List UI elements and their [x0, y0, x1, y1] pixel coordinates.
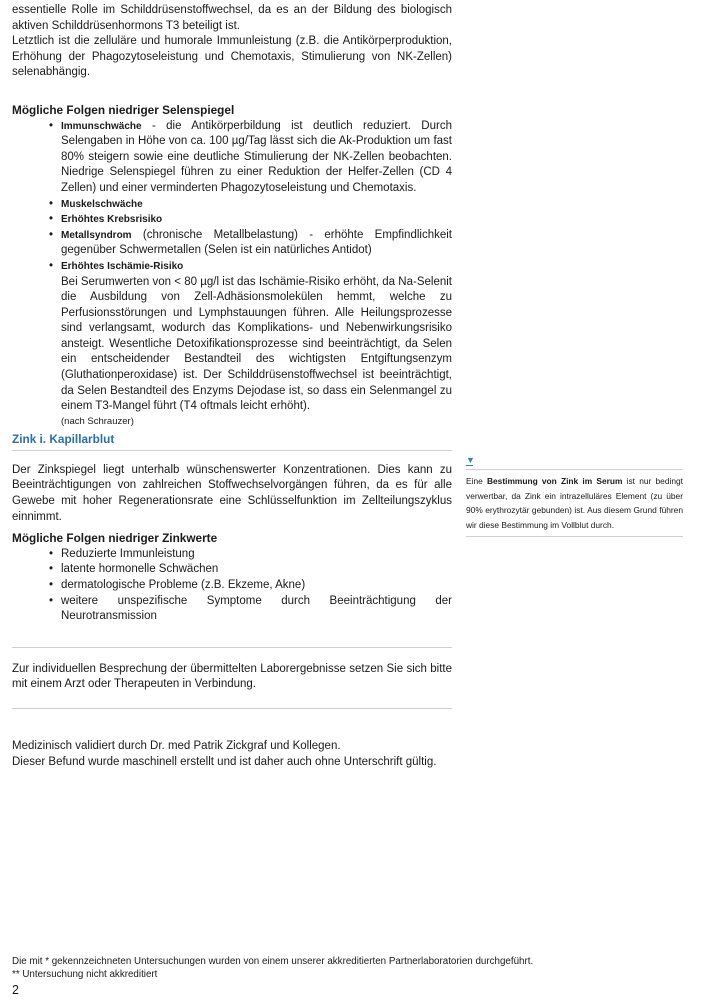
list-item: • latente hormonelle Schwächen	[49, 563, 219, 576]
item-text: (chronische Metallbelastung) - erhöhte Empfindlichkeit gegenüber Schwermetallen (Selen ist ein natürliches Antidot)	[61, 228, 452, 257]
sidebar-text: Eine Bestimmung von Zink im Serum ist nur bedingt verwertbar, da Zink ein intrazelluläres Element (zu über 90% erythrozytär gebunden) ist. Aus diesem Grund führen wir diese Bestimmung im Vollblut durch.	[466, 476, 683, 530]
list-item: • Metallsyndrom (chronische Metallbelastung) - erhöhte Empfindlichkeit gegenüber Schwermetallen (Selen ist ein natürliches Antidot)	[49, 228, 452, 257]
source-note: (nach Schrauzer)	[61, 415, 134, 427]
zink-consequences-list	[12, 547, 452, 625]
page-number: 2	[12, 983, 19, 997]
item-term: Immunschwäche	[61, 120, 142, 132]
footer-note-partner-labs: Die mit * gekennzeichneten Untersuchungen wurden von einem unserer akkreditierten Partnerlaboratorien durchgeführt.	[12, 956, 534, 967]
list-item: • Muskelschwäche	[49, 197, 143, 210]
intro-paragraph: essentielle Rolle im Schilddrüsenstoffwechsel, da es an der Bildung des biologisch aktiven Schilddrüsenhormons T3 beteiligt ist.	[12, 4, 452, 32]
list-item: • Reduzierte Immunleistung	[49, 547, 195, 560]
item-term: Metallsyndrom	[61, 229, 132, 241]
arrow-marker-icon: ▼	[466, 455, 475, 465]
selen-consequences-title: Mögliche Folgen niedriger Selenspiegel	[12, 102, 235, 117]
item-term: Muskelschwäche	[61, 198, 143, 210]
sidebar-box	[466, 469, 683, 537]
auto-generated-line: Dieser Befund wurde maschinell erstellt und ist daher auch ohne Unterschrift gültig.	[12, 755, 437, 768]
validation-line: Medizinisch validiert durch Dr. med Patrik Zickgraf und Kollegen.	[12, 739, 341, 752]
ischaemie-text: Bei Serumwerten von < 80 µg/l ist das Ischämie-Risiko erhöht, da Na-Selenit die Ausbildung von Zell-Adhäsionsmolekülen hemmt, welche zu Perfusionsstörungen und Lymphstauungen führen. Alle Heilungsprozesse sind verlangsamt, wodurch das Komplikations- und Nebenwirkungsrisiko ansteigt. Wesentliche Detoxifikationsprozesse sind beeinträchtigt, da Selen ein entscheidender Bestandteil des wichtigsten Entgiftungsenzym (Gluthationperoxidase) ist. Der Schilddrüsenstoffwechsel ist beeinträchtigt, da Selen Bestandteil des Enzyms Dejodase ist, so dass ein Selenmangel zu einem T3-Mangel führt (T4 oftmals leicht erhöht).	[61, 275, 452, 413]
item-term: Erhöhtes Ischämie-Risiko	[61, 260, 184, 272]
sidebar-note	[466, 455, 683, 537]
consult-paragraph: Zur individuellen Besprechung der übermittelten Laborergebnisse setzen Sie sich bitte mit einem Arzt oder Therapeuten in Verbindung.	[12, 662, 452, 691]
zink-paragraph: Der Zinkspiegel liegt unterhalb wünschenswerter Konzentrationen. Dies kann zu Beeinträchtigungen von zahlreichen Stoffwechselvorgängen führen, da es für alle Gewebe mit hoher Regenerationsrate eine Schlüsselfunktion im Zellteilungszyklus einnimmt.	[12, 463, 452, 523]
list-item: • Immunschwäche - die Antikörperbildung ist deutlich reduziert. Durch Selengaben in Höhe von ca. 100 µg/Tag lässt sich die Ak-Produktion um fast 80% steigern sowie eine deutliche Stimulierung der NK-Zellen beobachten. Niedrige Selenspiegel führen zu einer Reduktion der Helfer-Zellen (CD 4 Zellen) und einer verminderten Phagozytoseleistung und Chemotaxis.	[49, 119, 452, 194]
list-item: • weitere unspezifische Symptome durch Beeinträchtigung der Neurotransmission	[49, 594, 452, 623]
item-term: Erhöhtes Krebsrisiko	[61, 214, 163, 226]
selen-consequences-list	[12, 119, 452, 429]
immune-paragraph: Letztlich ist die zelluläre und humorale Immunleistung (z.B. die Antikörperproduktion, Erhöhung der Phagozytoseleistung und Chemotaxis, Stimulierung von NK-Zellen) selenabhängig.	[12, 35, 452, 79]
list-item: • dermatologische Probleme (z.B. Ekzeme, Akne)	[49, 579, 306, 591]
footer-note-not-accredited: ** Untersuchung nicht akkreditiert	[12, 969, 158, 980]
main-column	[12, 3, 452, 770]
footer	[12, 955, 692, 981]
list-item: • Erhöhtes Krebsrisiko	[49, 213, 163, 226]
item-text: - die Antikörperbildung ist deutlich reduziert. Durch Selengaben in Höhe von ca. 100 µg/Tag lässt sich die Ak-Produktion um fast 80% steigern sowie eine deutliche Stimulierung der NK-Zellen beobachten. Niedrige Selenspiegel führen zu einer Reduktion der Helfer-Zellen (CD 4 Zellen) und einer verminderten Phagozytoseleistung und Chemotaxis.	[61, 119, 452, 194]
zink-consequences-title: Mögliche Folgen niedriger Zinkwerte	[12, 531, 218, 546]
list-item: • Erhöhtes Ischämie-Risiko Bei Serumwerten von < 80 µg/l ist das Ischämie-Risiko erhöht, da Na-Selenit die Ausbildung von Zell-Adhäsionsmolekülen hemmt, welche zu Perfusionsstörungen und Lymphstauungen führen. Alle Heilungsprozesse sind verlangsamt, wodurch das Komplikations- und Nebenwirkungsrisiko ansteigt. Wesentliche Detoxifikationsprozesse sind beeinträchtigt, da Selen ein entscheidender Bestandteil des wichtigsten Entgiftungsenzym (Gluthationperoxidase) ist. Der Schilddrüsenstoffwechsel ist beeinträchtigt, da Selen Bestandteil des Enzyms Dejodase ist, so dass ein Selenmangel zu einem T3-Mangel führt (T4 oftmals leicht erhöht). (nach Schrauzer)	[49, 259, 452, 427]
zink-section-heading: Zink i. Kapillarblut	[12, 432, 452, 451]
